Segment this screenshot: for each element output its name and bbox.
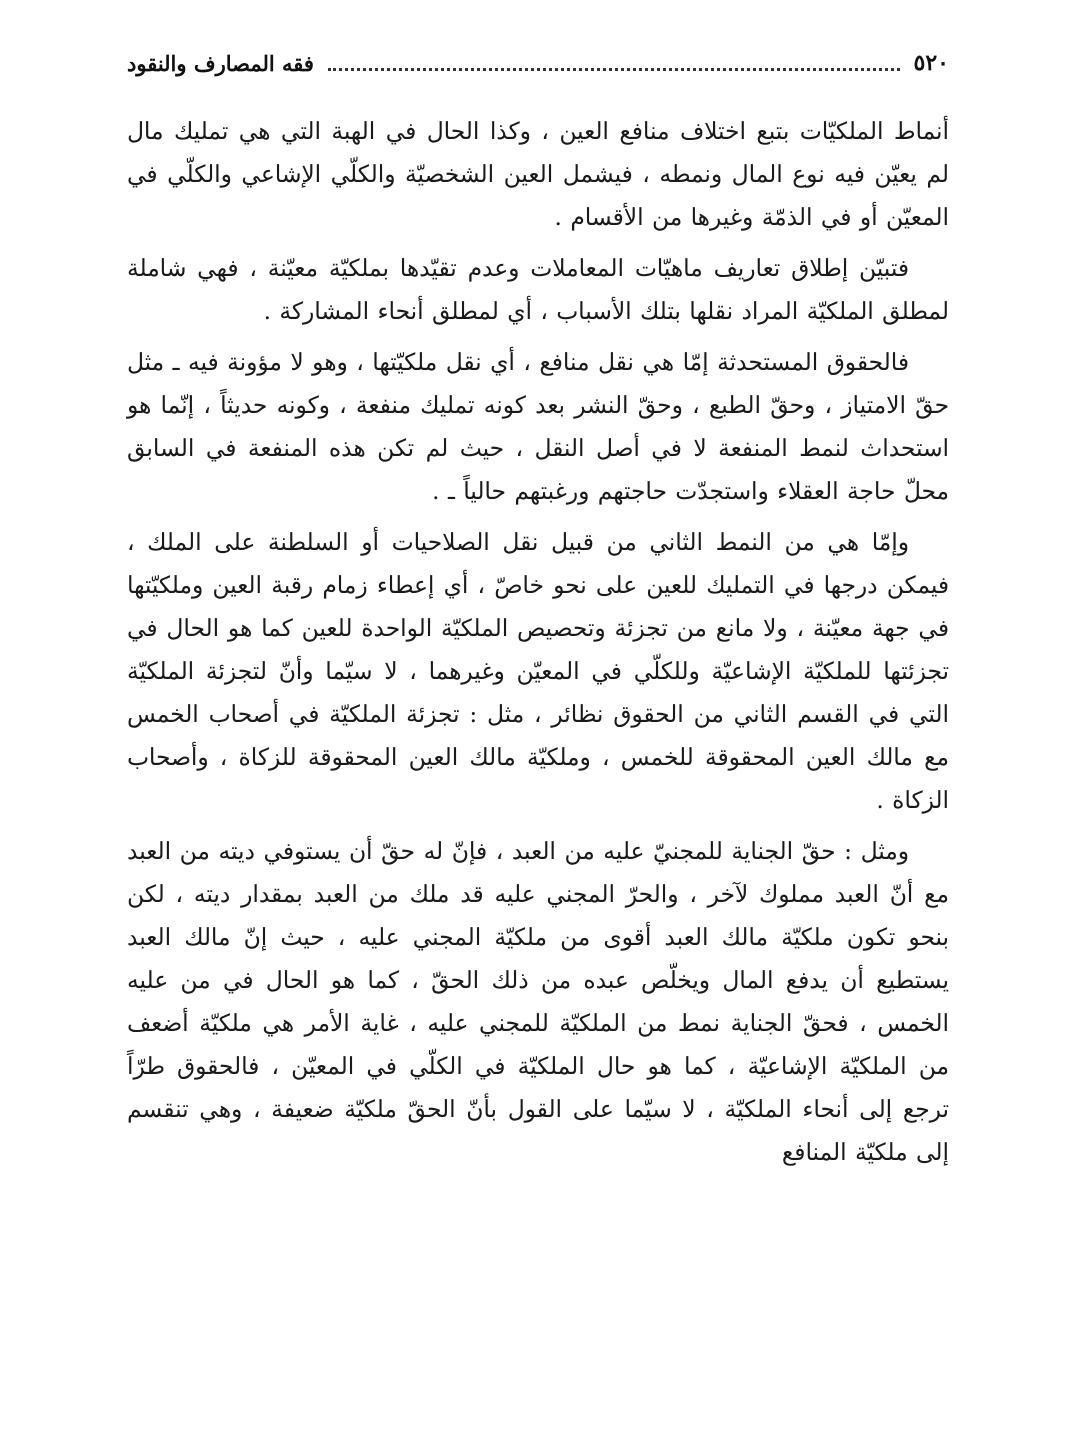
paragraph-2: فتبيّن إطلاق تعاريف ماهيّات المعاملات وعدم تقيّدها بملكيّة معيّنة ، فهي شاملة لمطلق الملكيّة المراد نقلها بتلك الأسباب ، أي لمطلق أنحاء المشاركة . [127,255,949,325]
running-header [127,38,949,88]
paragraph-5: ومثل : حقّ الجناية للمجنيّ عليه من العبد ، فإنّ له حقّ أن يستوفي ديته من العبد مع أنّ العبد مملوك لآخر ، والحرّ المجني عليه قد ملك من العبد بمقدار ديته ، لكن بنحو تكون ملكيّة مالك العبد أقوى من ملكيّة المجني عليه ، حيث إنّ مالك العبد يستطيع أن يدفع المال ويخلّص عبده من ذلك الحقّ ، كما هو الحال في من عليه الخمس ، فحقّ الجناية نمط من الملكيّة للمجني عليه ، غاية الأمر هي ملكيّة أضعف من الملكيّة الإشاعيّة ، كما هو حال الملكيّة في الكلّي في المعيّن ، فالحقوق طرّاً ترجع إلى أنحاء الملكيّة ، لا سيّما على القول بأنّ الحقّ ملكيّة ضعيفة ، وهي تنقسم إلى ملكيّة المنافع [127,838,949,1166]
dotted-leader [328,67,900,71]
book-title: فقه المصارف والنقود [127,50,314,76]
page-number: ٥٢٠ [913,50,949,76]
paragraph-3: فالحقوق المستحدثة إمّا هي نقل منافع ، أي نقل ملكيّتها ، وهو لا مؤونة فيه ـ مثل حقّ الامتياز ، وحقّ الطبع ، وحقّ النشر بعد كونه تمليك منفعة ، وكونه حديثاً ، إنّما هو استحداث لنمط المنفعة لا في أصل النقل ، حيث لم تكن هذه المنفعة في السابق محلّ حاجة العقلاء واستجدّت حاجتهم ورغبتهم حالياً ـ . [127,349,949,505]
paragraph-4: وإمّا هي من النمط الثاني من قبيل نقل الصلاحيات أو السلطنة على الملك ، فيمكن درجها في التمليك للعين على نحو خاصّ ، أي إعطاء زمام رقبة العين وملكيّتها في جهة معيّنة ، ولا مانع من تجزئة وتحصيص الملكيّة الواحدة للعين كما هو الحال في تجزئتها للملكيّة الإشاعيّة وللكلّي في المعيّن وغيرهما ، لا سيّما وأنّ لتجزئة الملكيّة التي في القسم الثاني من الحقوق نظائر ، مثل : تجزئة الملكيّة في أصحاب الخمس مع مالك العين المحقوقة للخمس ، وملكيّة مالك العين المحقوقة للزكاة ، وأصحاب الزكاة . [127,529,949,814]
body-text [127,110,949,1174]
paragraph-1: أنماط الملكيّات بتبع اختلاف منافع العين ، وكذا الحال في الهبة التي هي تمليك مال لم يعيّن فيه نوع المال ونمطه ، فيشمل العين الشخصيّة والكلّي الإشاعي والكلّي في المعيّن أو في الذمّة وغيرها من الأقسام . [127,118,949,231]
